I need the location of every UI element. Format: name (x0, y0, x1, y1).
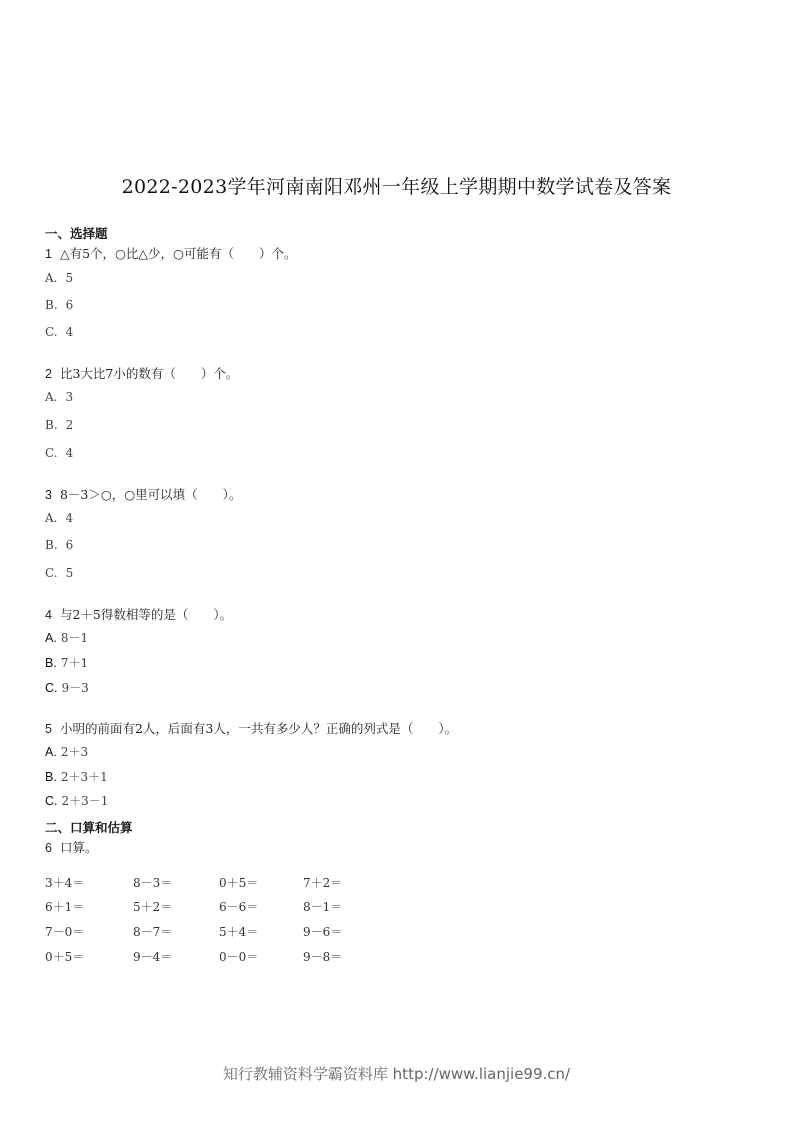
question-2 (45, 364, 238, 382)
calc-item: 8－7＝ (133, 925, 173, 939)
option-letter: C. (45, 446, 58, 460)
question-text: 8－3＞○，○里可以填（ ）。 (59, 487, 242, 502)
option-letter: B. (45, 770, 57, 784)
footer-watermark: 知行教辅资料学霸资料库 http://www.lianjie99.cn/ (222, 1065, 571, 1083)
option-value: 5 (65, 271, 74, 285)
option-2b (45, 418, 73, 432)
option-value: 6 (65, 538, 74, 552)
option-letter: C. (45, 325, 58, 339)
option-3a (45, 511, 73, 525)
calc-item: 5＋4＝ (219, 925, 259, 939)
option-letter: B. (45, 656, 57, 670)
option-5a (45, 743, 88, 760)
question-3 (45, 485, 241, 503)
option-letter: A. (45, 745, 57, 759)
option-letter: C. (45, 681, 58, 695)
option-value: 9－3 (61, 681, 89, 695)
option-1a (45, 271, 73, 285)
question-text: 口算。 (59, 840, 98, 855)
option-value: 2＋3 (60, 745, 89, 759)
option-value: 8－1 (60, 631, 89, 645)
calc-item: 9－8＝ (303, 950, 343, 964)
option-letter: B. (45, 538, 58, 552)
option-2c (45, 446, 73, 460)
option-letter: C. (45, 794, 58, 808)
question-4 (45, 605, 232, 623)
option-letter: C. (45, 566, 58, 580)
calc-item: 6＋1＝ (45, 900, 85, 914)
option-letter: A. (45, 271, 58, 285)
calc-item: 8－3＝ (133, 876, 173, 890)
question-number: 2 (45, 367, 52, 381)
calc-item: 0＋5＝ (219, 876, 259, 890)
calc-item: 7－0＝ (45, 925, 85, 939)
section-heading-mental-math: 二、口算和估算 (45, 820, 133, 835)
calc-item: 7＋2＝ (303, 876, 343, 890)
option-4a (45, 629, 88, 646)
option-4b (45, 654, 88, 671)
question-text: △有5个，○比△少，○可能有（ ）个。 (59, 246, 297, 261)
question-number: 3 (45, 488, 52, 502)
option-value: 2＋3＋1 (60, 770, 108, 784)
option-1c (45, 325, 73, 339)
option-4c (45, 679, 89, 696)
question-1 (45, 244, 296, 262)
question-number: 4 (45, 608, 52, 622)
calc-item: 8－1＝ (303, 900, 343, 914)
question-5 (45, 719, 457, 737)
option-value: 2＋3－1 (61, 794, 109, 808)
option-value: 3 (65, 390, 74, 404)
calc-item: 9－6＝ (303, 925, 343, 939)
calc-item: 5＋2＝ (133, 900, 173, 914)
option-value: 7＋1 (60, 656, 89, 670)
option-5b (45, 768, 108, 785)
calc-item: 6－6＝ (219, 900, 259, 914)
option-3b (45, 538, 73, 552)
question-text: 与2＋5得数相等的是（ ）。 (59, 607, 233, 622)
question-6 (45, 838, 97, 856)
calc-item: 3＋4＝ (45, 876, 85, 890)
option-value: 4 (65, 325, 74, 339)
calc-item: 0＋5＝ (45, 950, 85, 964)
option-2a (45, 390, 73, 404)
option-value: 5 (65, 566, 74, 580)
question-number: 5 (45, 722, 52, 736)
option-letter: A. (45, 631, 57, 645)
option-letter: A. (45, 390, 58, 404)
option-1b (45, 298, 73, 312)
question-number: 1 (45, 247, 52, 261)
calc-item: 0－0＝ (219, 950, 259, 964)
option-value: 4 (65, 511, 74, 525)
option-value: 4 (65, 446, 74, 460)
option-3c (45, 566, 73, 580)
option-value: 2 (65, 418, 74, 432)
option-5c (45, 792, 108, 809)
option-letter: A. (45, 511, 58, 525)
question-number: 6 (45, 841, 52, 855)
question-text: 比3大比7小的数有（ ）个。 (59, 366, 239, 381)
section-heading-choice: 一、选择题 (45, 226, 108, 241)
question-text: 小明的前面有2人，后面有3人，一共有多少人？正确的列式是（ ）。 (59, 721, 458, 736)
option-value: 6 (65, 298, 74, 312)
document-title: 2022-2023学年河南南阳邓州一年级上学期期中数学试卷及答案 (121, 176, 672, 198)
calc-item: 9－4＝ (133, 950, 173, 964)
option-letter: B. (45, 298, 58, 312)
option-letter: B. (45, 418, 58, 432)
